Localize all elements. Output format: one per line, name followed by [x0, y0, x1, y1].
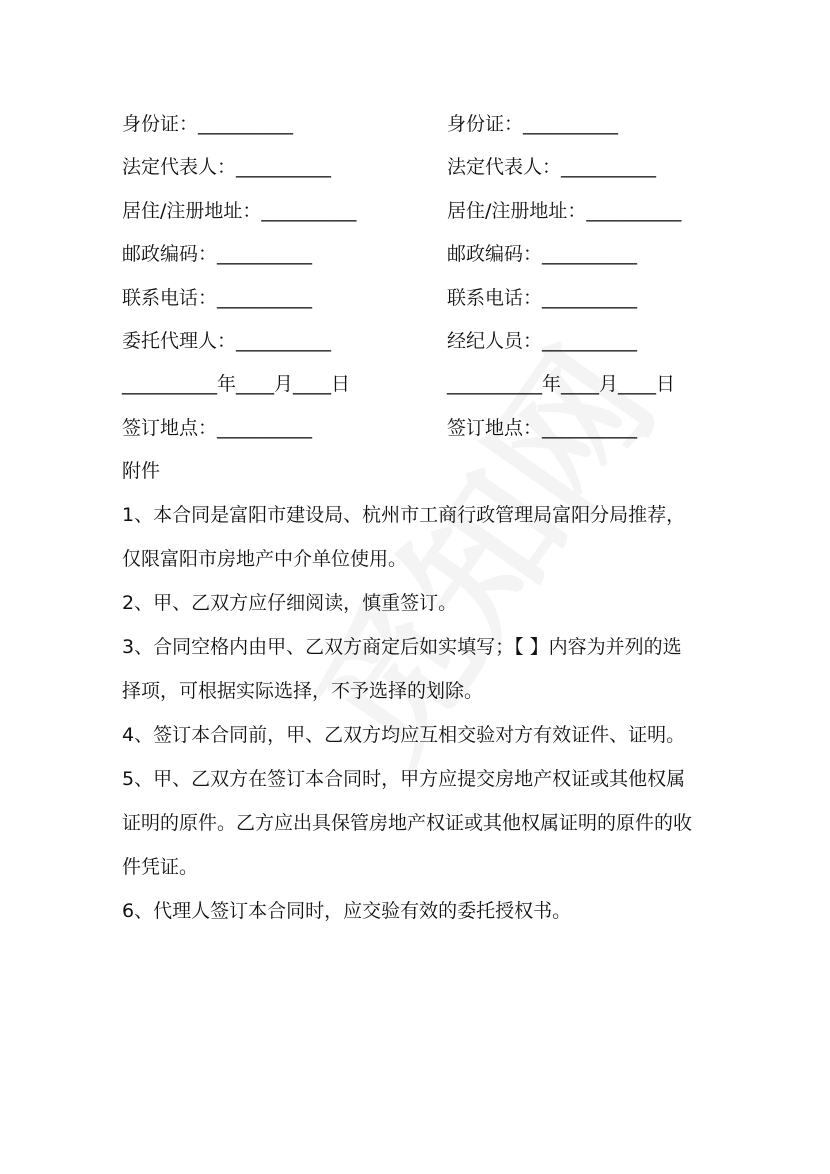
postal-code-field: 邮政编码：__________ [447, 243, 638, 266]
attachment-section [122, 449, 722, 933]
party-a-signature-block [122, 103, 356, 450]
item-line: 6、代理人签订本合同时，应交验有效的委托授权书。 [122, 900, 572, 922]
id-card-field: 身份证：__________ [447, 113, 619, 135]
party-b-signature-block [447, 103, 681, 450]
attachment-item [122, 713, 722, 757]
item-line: 5、甲、乙双方在签订本合同时，甲方应提交房地产权证或其他权属 [122, 768, 686, 790]
attachment-item [122, 625, 722, 713]
signing-place-field: 签订地点：__________ [447, 416, 638, 439]
attachment-item [122, 889, 722, 933]
item-line: 1、本合同是富阳市建设局、杭州市工商行政管理局富阳分局推荐， [122, 504, 686, 526]
postal-code-field: 邮政编码：__________ [122, 243, 313, 266]
address-field: 居住/注册地址：__________ [447, 199, 682, 222]
phone-field: 联系电话：__________ [122, 286, 313, 309]
item-line: 择项，可根据实际选择，不予选择的划除。 [122, 680, 484, 702]
address-field: 居住/注册地址：__________ [122, 199, 357, 222]
attachment-heading: 附件 [122, 460, 161, 482]
item-line: 件凭证。 [122, 856, 199, 878]
date-field: __________年____月____日 [122, 373, 351, 396]
item-line: 证明的原件。乙方应出具保管房地产权证或其他权属证明的原件的收 [122, 812, 693, 834]
date-field: __________年____月____日 [447, 373, 676, 396]
legal-representative-field: 法定代表人：__________ [447, 156, 657, 179]
attachment-item [122, 757, 722, 889]
id-card-field: 身份证：__________ [122, 113, 294, 135]
broker-field: 经纪人员：__________ [447, 329, 638, 352]
item-line: 3、合同空格内由甲、乙双方商定后如实填写；【 】内容为并列的选 [122, 636, 682, 658]
item-line: 2、甲、乙双方应仔细阅读，慎重签订。 [122, 592, 458, 614]
legal-representative-field: 法定代表人：__________ [122, 156, 332, 179]
signing-place-field: 签订地点：__________ [122, 416, 313, 439]
item-line: 4、签订本合同前，甲、乙双方均应互相交验对方有效证件、证明。 [122, 724, 686, 746]
attachment-item [122, 581, 722, 625]
item-line: 仅限富阳市房地产中介单位使用。 [122, 548, 408, 570]
phone-field: 联系电话：__________ [447, 286, 638, 309]
agent-field: 委托代理人：__________ [122, 329, 332, 352]
attachment-item [122, 493, 722, 581]
